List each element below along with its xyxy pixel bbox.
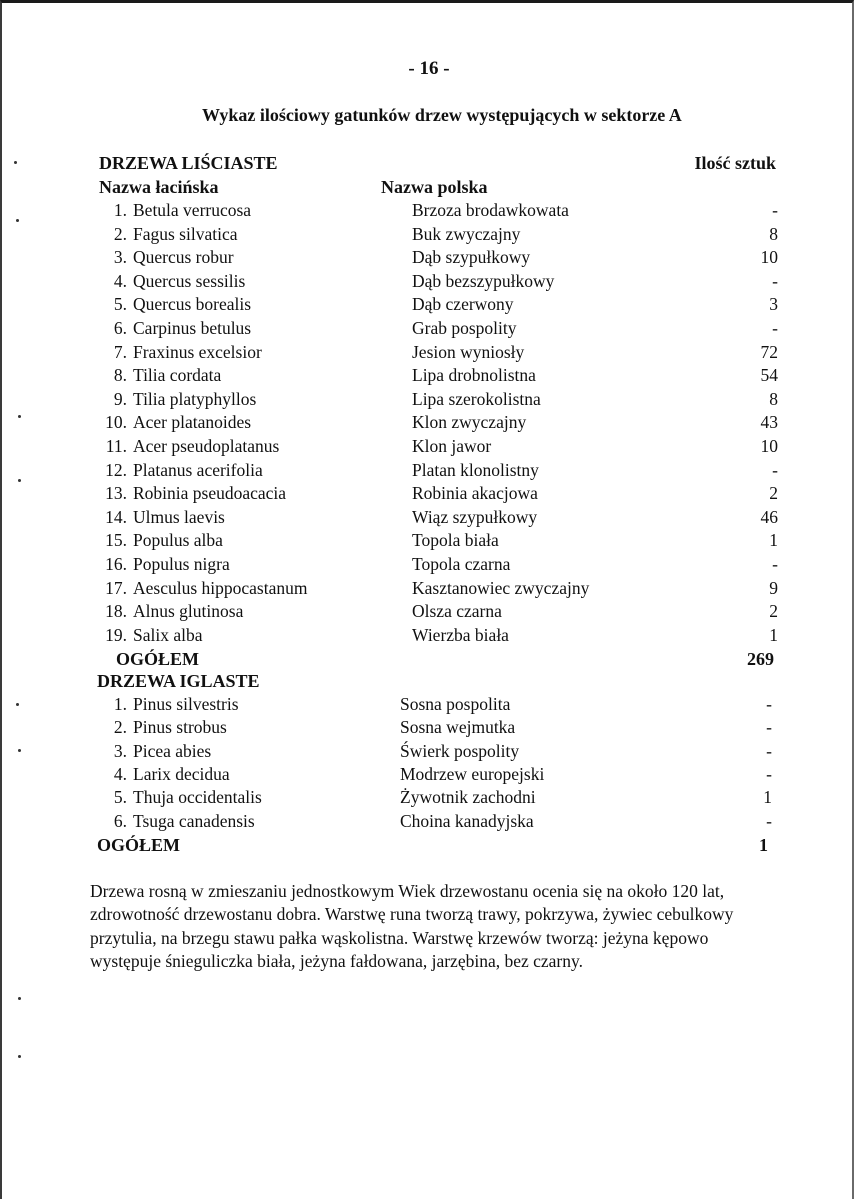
scan-speck: [18, 749, 21, 752]
quantity: -: [772, 318, 778, 338]
quantity: -: [772, 270, 778, 291]
table-row: [2, 224, 854, 247]
table-row: [2, 436, 854, 459]
row-number: 16.: [105, 554, 127, 574]
polish-name: Sosna pospolita: [400, 694, 511, 714]
polish-name: Kasztanowiec zwyczajny: [412, 577, 590, 598]
table-row: [2, 787, 854, 810]
quantity: 2: [769, 483, 778, 504]
table-row: [2, 200, 854, 223]
quantity: 10: [760, 247, 778, 268]
coniferous-heading: DRZEWA IGLASTE: [97, 671, 260, 691]
polish-name: Klon zwyczajny: [412, 412, 527, 433]
latin-name: Robinia pseudoacacia: [133, 483, 287, 504]
latin-name: Fagus silvatica: [133, 223, 238, 244]
quantity: -: [772, 554, 778, 574]
quantity: 2: [769, 601, 778, 622]
latin-name-header: Nazwa łacińska: [99, 177, 219, 197]
description-paragraph: [90, 880, 836, 973]
quantity: 1: [769, 530, 778, 551]
row-number: 2.: [113, 223, 127, 244]
paragraph-line: przytulia, na brzegu stawu pałka wąskolistna. Warstwę krzewów tworzą: jeżyna kępowo: [90, 927, 709, 948]
page-number: - 16 -: [408, 58, 450, 79]
polish-name: Wierzba biała: [412, 624, 509, 645]
quantity: 43: [760, 412, 778, 433]
paragraph-line: zdrowotność drzewostanu dobra. Warstwę runa tworzą trawy, pokrzywa, żywiec cebulkowy: [90, 904, 734, 925]
polish-name: Choina kanadyjska: [400, 810, 534, 831]
latin-name: Acer platanoides: [133, 412, 252, 433]
latin-name: Acer pseudoplatanus: [133, 436, 280, 456]
row-number: 4.: [113, 763, 127, 784]
polish-name: Robinia akacjowa: [412, 483, 538, 504]
deciduous-total-label: OGÓŁEM: [116, 649, 200, 669]
table-row: [2, 318, 854, 341]
polish-name: Platan klonolistny: [412, 459, 539, 480]
latin-name: Populus alba: [133, 530, 223, 551]
table-row: [2, 578, 854, 601]
latin-name: Platanus acerifolia: [133, 459, 263, 480]
table-row: [2, 342, 854, 365]
polish-name: Brzoza brodawkowata: [412, 200, 569, 220]
row-number: 19.: [105, 624, 127, 645]
coniferous-total-value: 1: [759, 835, 768, 855]
latin-name: Pinus strobus: [133, 717, 227, 738]
latin-name: Salix alba: [133, 624, 203, 645]
table-row: [2, 717, 854, 740]
row-number: 5.: [113, 294, 127, 315]
polish-name: Modrzew europejski: [400, 763, 545, 784]
scan-speck: [18, 415, 21, 418]
polish-name: Lipa drobnolistna: [412, 365, 536, 386]
polish-name: Grab pospolity: [412, 318, 517, 338]
row-number: 15.: [105, 530, 127, 551]
quantity: -: [772, 200, 778, 220]
paragraph-line: Drzewa rosną w zmieszaniu jednostkowym Wiek drzewostanu ocenia się na około 120 lat,: [90, 881, 725, 901]
row-number: 5.: [113, 787, 127, 808]
latin-name: Aesculus hippocastanum: [133, 577, 308, 598]
latin-name: Quercus robur: [133, 247, 234, 268]
quantity: 1: [769, 624, 778, 645]
table-row: [2, 625, 854, 648]
latin-name: Tilia platyphyllos: [133, 388, 257, 409]
scan-speck: [18, 1055, 21, 1058]
latin-name: Tilia cordata: [133, 365, 222, 386]
latin-name: Tsuga canadensis: [133, 810, 255, 831]
table-row: [2, 741, 854, 764]
row-number: 11.: [105, 436, 127, 456]
polish-name: Wiąz szypułkowy: [412, 506, 538, 527]
polish-name: Dąb czerwony: [412, 294, 514, 315]
table-row: [2, 365, 854, 388]
quantity: 10: [760, 436, 778, 456]
polish-name: Buk zwyczajny: [412, 223, 521, 244]
polish-name: Świerk pospolity: [400, 740, 520, 761]
table-row: [2, 554, 854, 577]
row-number: 3.: [113, 247, 127, 268]
quantity: -: [766, 763, 772, 784]
polish-name: Topola czarna: [412, 554, 511, 574]
latin-name: Fraxinus excelsior: [133, 341, 262, 362]
polish-name: Dąb bezszypułkowy: [412, 270, 555, 291]
row-number: 2.: [113, 717, 127, 738]
table-row: [2, 247, 854, 270]
latin-name: Carpinus betulus: [133, 318, 252, 338]
quantity: -: [772, 459, 778, 480]
polish-name-header: Nazwa polska: [381, 177, 488, 197]
scan-speck: [14, 161, 17, 164]
table-row: [2, 412, 854, 435]
quantity: 8: [769, 223, 778, 244]
table-row: [2, 601, 854, 624]
latin-name: Larix decidua: [133, 763, 230, 784]
deciduous-total-value: 269: [747, 649, 774, 669]
table-row: [2, 811, 854, 834]
scan-speck: [16, 219, 19, 222]
scan-speck: [18, 997, 21, 1000]
row-number: 18.: [105, 601, 127, 622]
quantity: 1: [763, 787, 772, 808]
deciduous-heading: DRZEWA LIŚCIASTE: [99, 153, 278, 173]
quantity: 72: [760, 341, 778, 362]
quantity: 3: [769, 294, 778, 315]
quantity: 8: [769, 388, 778, 409]
latin-name: Betula verrucosa: [133, 200, 252, 220]
row-number: 7.: [113, 341, 127, 362]
table-row: [2, 271, 854, 294]
row-number: 6.: [113, 810, 127, 831]
polish-name: Olsza czarna: [412, 601, 502, 622]
row-number: 6.: [113, 318, 127, 338]
latin-name: Picea abies: [133, 740, 212, 761]
latin-name: Populus nigra: [133, 554, 230, 574]
table-row: [2, 507, 854, 530]
latin-name: Quercus sessilis: [133, 270, 246, 291]
latin-name: Quercus borealis: [133, 294, 252, 315]
polish-name: Dąb szypułkowy: [412, 247, 531, 268]
row-number: 12.: [105, 459, 127, 480]
row-number: 10.: [105, 412, 127, 433]
quantity: -: [766, 694, 772, 714]
quantity: -: [766, 810, 772, 831]
row-number: 13.: [105, 483, 127, 504]
row-number: 9.: [113, 388, 127, 409]
scan-speck: [16, 703, 19, 706]
paragraph-line: występuje śnieguliczka biała, jeżyna fałdowana, jarzębina, bez czarny.: [90, 950, 583, 971]
polish-name: Jesion wyniosły: [412, 341, 525, 362]
table-row: [2, 389, 854, 412]
polish-name: Topola biała: [412, 530, 499, 551]
polish-name: Żywotnik zachodni: [400, 787, 536, 808]
table-row: [2, 764, 854, 787]
quantity: 46: [760, 506, 778, 527]
table-row: [2, 294, 854, 317]
row-number: 1.: [113, 694, 127, 714]
polish-name: Klon jawor: [412, 436, 492, 456]
document-title: Wykaz ilościowy gatunków drzew występujących w sektorze A: [202, 105, 682, 125]
quantity-header: Ilość sztuk: [694, 153, 776, 173]
table-row: [2, 460, 854, 483]
table-row: [2, 530, 854, 553]
row-number: 3.: [113, 740, 127, 761]
quantity: -: [766, 717, 772, 738]
polish-name: Lipa szerokolistna: [412, 388, 541, 409]
row-number: 17.: [105, 577, 127, 598]
latin-name: Thuja occidentalis: [133, 787, 262, 808]
latin-name: Alnus glutinosa: [133, 601, 244, 622]
latin-name: Ulmus laevis: [133, 506, 225, 527]
quantity: 9: [769, 577, 778, 598]
quantity: -: [766, 740, 772, 761]
table-row: [2, 483, 854, 506]
row-number: 14.: [105, 506, 127, 527]
row-number: 4.: [113, 270, 127, 291]
table-row: [2, 694, 854, 717]
coniferous-total-label: OGÓŁEM: [97, 835, 181, 855]
scan-speck: [18, 479, 21, 482]
polish-name: Sosna wejmutka: [400, 717, 516, 738]
quantity: 54: [760, 365, 778, 386]
latin-name: Pinus silvestris: [133, 694, 239, 714]
row-number: 1.: [113, 200, 127, 220]
row-number: 8.: [113, 365, 127, 386]
